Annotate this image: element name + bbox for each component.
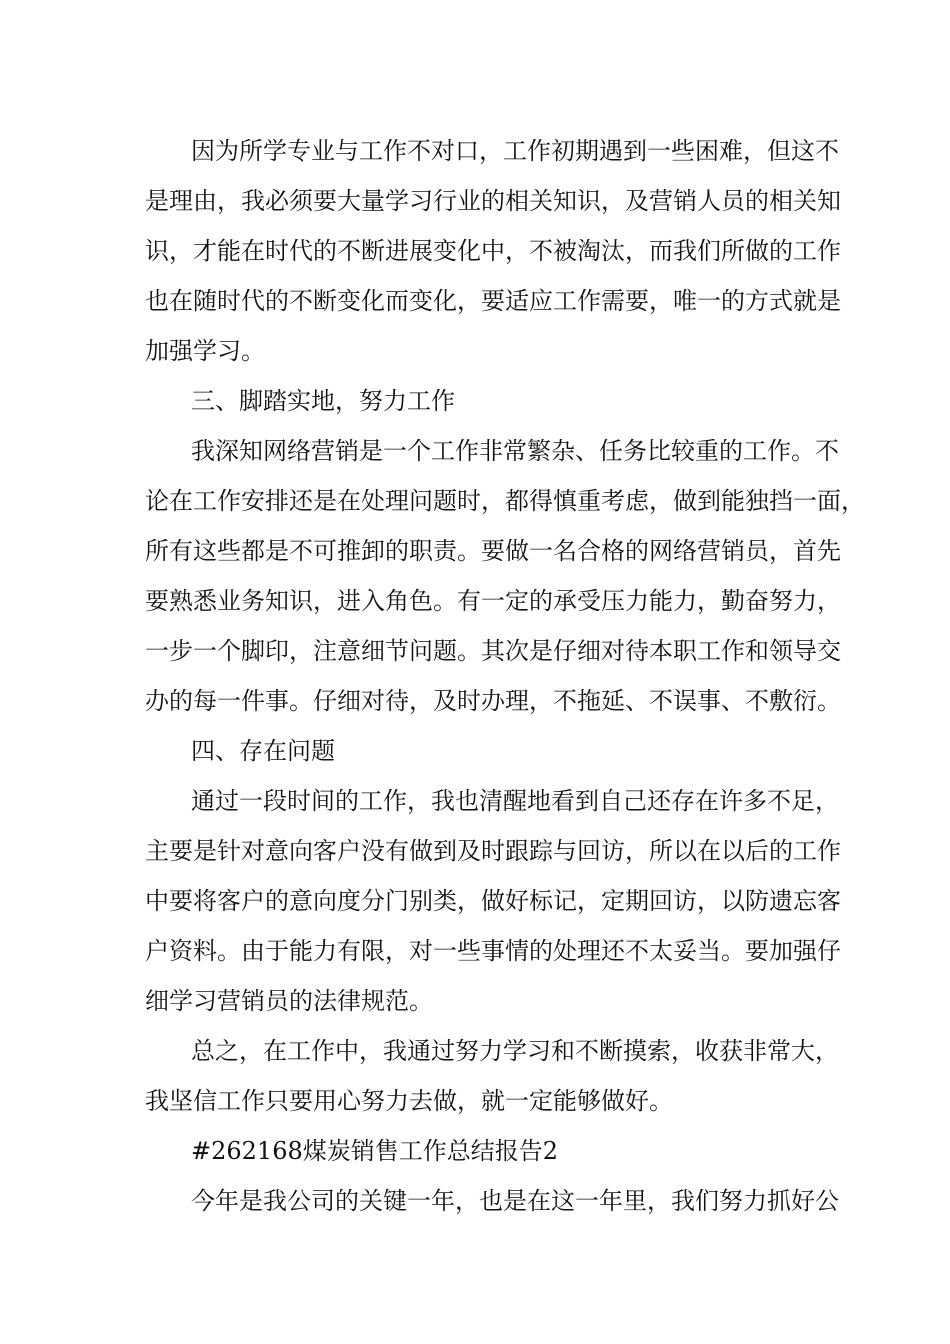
paragraph-line: 主要是针对意向客户没有做到及时跟踪与回访，所以在以后的工作 <box>145 837 841 865</box>
paragraph-line: 办的每一件事。仔细对待，及时办理，不拖延、不误事、不敷衍。 <box>145 687 841 715</box>
paragraph-line: 今年是我公司的关键一年，也是在这一年里，我们努力抓好公 <box>191 1187 839 1215</box>
paragraph-line: 要熟悉业务知识，进入角色。有一定的承受压力能力，勤奋努力， <box>145 587 841 615</box>
paragraph-line: 我深知网络营销是一个工作非常繁杂、任务比较重的工作。不 <box>191 437 839 465</box>
document-body <box>145 126 865 1226</box>
paragraph-line: 我坚信工作只要用心努力去做，就一定能够做好。 <box>145 1087 673 1115</box>
paragraph-line: 所有这些都是不可推卸的职责。要做一名合格的网络营销员，首先 <box>145 537 841 565</box>
paragraph-line: 识，才能在时代的不断进展变化中，不被淘汰，而我们所做的工作 <box>145 237 841 265</box>
paragraph-line: 论在工作安排还是在处理问题时，都得慎重考虑，做到能独挡一面， <box>145 487 865 515</box>
paragraph-line: 细学习营销员的法律规范。 <box>145 987 433 1015</box>
paragraph-line: 总之，在工作中，我通过努力学习和不断摸索，收获非常大， <box>191 1037 839 1065</box>
report-title: #262168煤炭销售工作总结报告2 <box>191 1137 558 1165</box>
paragraph-line: 加强学习。 <box>145 337 265 365</box>
paragraph-line: 是理由，我必须要大量学习行业的相关知识，及营销人员的相关知 <box>145 187 841 215</box>
section-heading: 四、存在问题 <box>191 737 335 765</box>
paragraph-line: 因为所学专业与工作不对口，工作初期遇到一些困难，但这不 <box>191 137 839 165</box>
paragraph-line: 也在随时代的不断变化而变化，要适应工作需要，唯一的方式就是 <box>145 287 841 315</box>
paragraph-line: 一步一个脚印，注意细节问题。其次是仔细对待本职工作和领导交 <box>145 637 841 665</box>
section-heading: 三、脚踏实地，努力工作 <box>191 387 455 415</box>
paragraph-line: 户资料。由于能力有限，对一些事情的处理还不太妥当。要加强仔 <box>145 937 841 965</box>
paragraph-line: 中要将客户的意向度分门别类，做好标记，定期回访，以防遗忘客 <box>145 887 841 915</box>
paragraph-line: 通过一段时间的工作，我也清醒地看到自己还存在许多不足， <box>191 787 839 815</box>
